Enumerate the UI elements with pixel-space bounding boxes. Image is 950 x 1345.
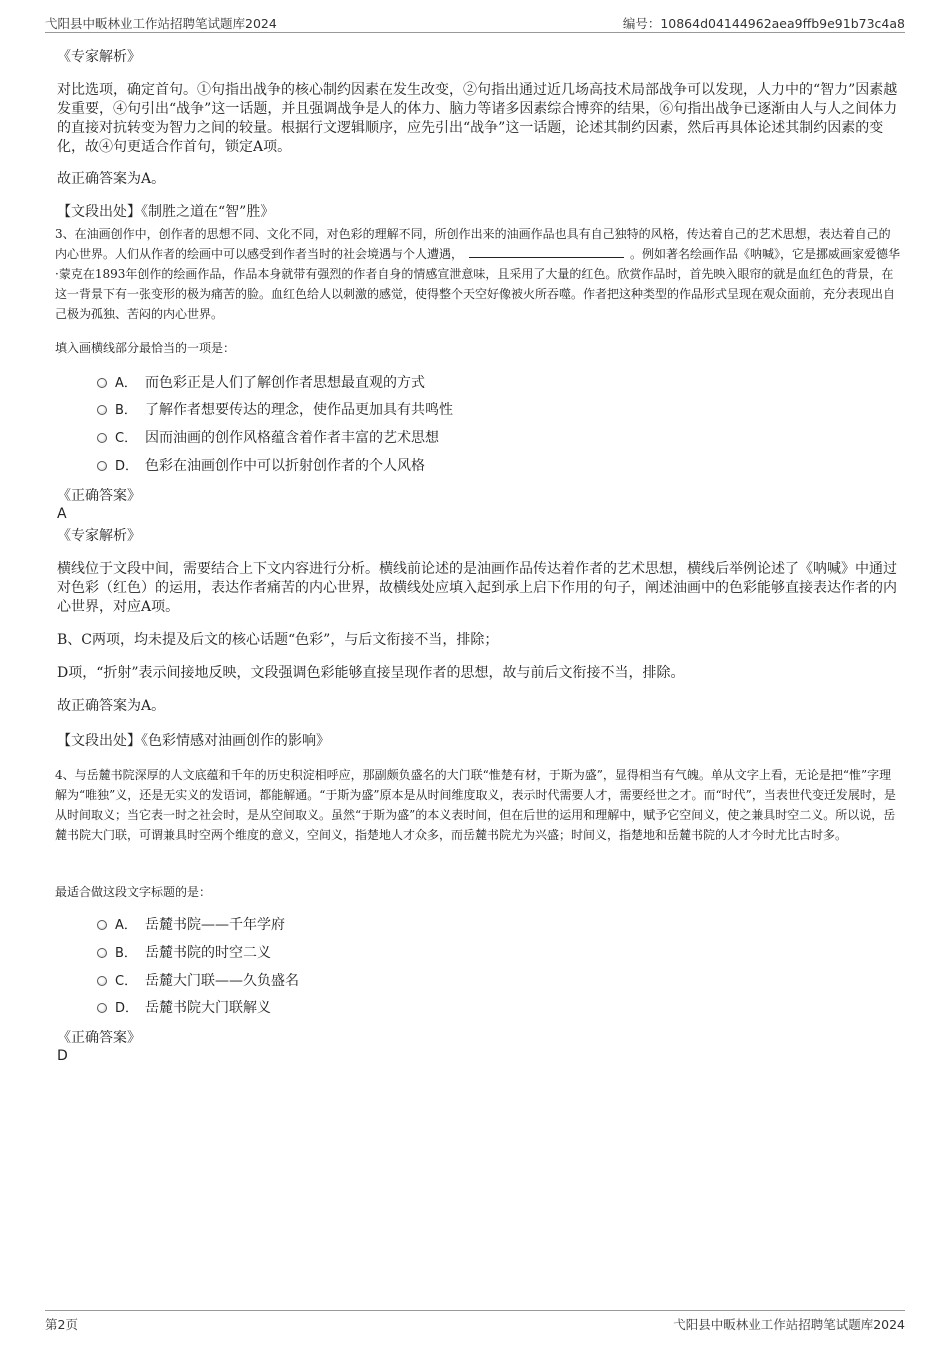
question-3-prompt: 填入画横线部分最恰当的一项是：	[55, 341, 236, 355]
expert-analysis-text: D项，“折射”表示间接地反映，文段强调色彩能够直接呈现作者的思想，故与前后文衔接不当，排除。	[57, 665, 685, 681]
page-number: 第2页	[45, 1317, 78, 1332]
expert-analysis-text: 对比选项，确定首句。①句指出战争的核心制约因素在发生改变，②句指出通过近几场高技术局部战争可以发现，人力中的“智力”因素越发重要，④句引出“战争”这一话题，并且强调战争是人的体力、脑力等诸多因素综合博弈的结果，⑥句指出战争已逐渐由人与人之间体力的直接对抗转变为智力之间的较量。根据行文逻辑顺序，应先引出“战争”这一话题，论述其制约因素，然后再具体论述其制约因素的变化，故④句更适合作首句，锁定A项。	[57, 82, 898, 155]
option-c[interactable]: C． 因而油画的创作风格蕴含着作者丰富的艺术思想	[97, 428, 439, 449]
question-3-stem-part1: 3、在油画创作中，创作者的思想不同、文化不同，对色彩的理解不同，所创作出来的油画作品也具有自己独特的风格，传达着自己的艺术思想，表达着自己的内心世界。人们从作者的绘画中可以感受到作者当时的社会境遇与个人遭遇，	[55, 227, 891, 261]
option-b[interactable]: B． 了解作者想要传达的理念，使作品更加具有共鸣性	[97, 400, 453, 421]
question-3-stem	[55, 224, 902, 324]
expert-analysis-label: 《专家解析》	[57, 49, 141, 65]
option-c[interactable]: C． 岳麓大门联——久负盛名	[97, 971, 299, 992]
page-header	[45, 12, 905, 33]
option-d[interactable]: D． 色彩在油画创作中可以折射创作者的个人风格	[97, 456, 425, 477]
expert-analysis-text: 横线位于文段中间，需要结合上下文内容进行分析。横线前论述的是油画作品传达着作者的艺术思想，横线后举例论述了《呐喊》中通过对色彩（红色）的运用，表达作者痛苦的内心世界，故横线处应填入起到承上启下作用的句子，阐述油画中的色彩能够直接表达作者的内心世界，对应A项。	[57, 561, 897, 615]
footer-title: 弋阳县中畈林业工作站招聘笔试题库2024	[673, 1317, 905, 1332]
header-doc-id: 编号：10864d04144962aea9ffb9e91b73c4a8	[622, 16, 905, 31]
radio-icon[interactable]	[97, 920, 107, 930]
source-citation: 【文段出处】《制胜之道在“智”胜》	[57, 204, 275, 220]
source-citation: 【文段出处】《色彩情感对油画创作的影响》	[57, 733, 330, 749]
header-title: 弋阳县中畈林业工作站招聘笔试题库2024	[45, 16, 277, 31]
correct-answer-value: A	[57, 506, 67, 522]
expert-analysis-label: 《专家解析》	[57, 528, 141, 544]
option-a[interactable]: A． 岳麓书院——千年学府	[97, 915, 285, 936]
correct-answer-label: 《正确答案》	[57, 1030, 141, 1046]
conclusion-text: 故正确答案为A。	[57, 171, 166, 187]
radio-icon[interactable]	[97, 948, 107, 958]
conclusion-text: 故正确答案为A。	[57, 698, 166, 714]
correct-answer-label: 《正确答案》	[57, 488, 141, 504]
expert-analysis-text: B、C两项，均未提及后文的核心话题“色彩”，与后文衔接不当，排除；	[57, 632, 499, 648]
radio-icon[interactable]	[97, 405, 107, 415]
radio-icon[interactable]	[97, 976, 107, 986]
page-footer	[45, 1310, 905, 1333]
fill-in-blank	[469, 245, 624, 258]
radio-icon[interactable]	[97, 433, 107, 443]
question-3-stem-part2: 。例如著名绘画作品《呐喊》，它是挪威画家爱德华·蒙克在1893年创作的绘画作品，作品本身就带有强烈的作者自身的情感宣泄意味，且采用了大量的红色。欣赏作品时，首先映入眼帘的就是血红色的背景，在这一背景下有一张变形的极为痛苦的脸。血红色给人以刺激的感觉，使得整个天空好像被火所吞噬。作者把这种类型的作品形式呈现在观众面前，充分表现出自己极为孤独、苦闷的内心世界。	[55, 247, 901, 321]
radio-icon[interactable]	[97, 461, 107, 471]
option-b[interactable]: B． 岳麓书院的时空二义	[97, 943, 271, 964]
correct-answer-value: D	[57, 1048, 68, 1064]
question-4-stem: 4、与岳麓书院深厚的人文底蕴和千年的历史积淀相呼应，那副颇负盛名的大门联“惟楚有材，于斯为盛”，显得相当有气魄。单从文字上看，无论是把“惟”字理解为“唯独”义，还是无实义的发语词，都能解通。“于斯为盛”原本是从时间维度取义，表示时代需要人才，需要经世之才。而“时代”，当表世代变迁发展时，是从时间取义；当它表一时之社会时，是从空间取义。虽然“于斯为盛”的本义表时间，但在后世的运用和理解中，赋予它空间义，使之兼具时空二义。所以说，岳麓书院大门联，可谓兼具时空两个维度的意义，空间义，指楚地人才众多，而岳麓书院尤为兴盛；时间义，指楚地和岳麓书院的人才今时尤比古时多。	[55, 768, 896, 842]
question-4-prompt: 最适合做这段文字标题的是：	[55, 885, 212, 899]
radio-icon[interactable]	[97, 1003, 107, 1013]
option-d[interactable]: D． 岳麓书院大门联解义	[97, 998, 271, 1019]
radio-icon[interactable]	[97, 378, 107, 388]
option-a[interactable]: A． 而色彩正是人们了解创作者思想最直观的方式	[97, 373, 425, 394]
